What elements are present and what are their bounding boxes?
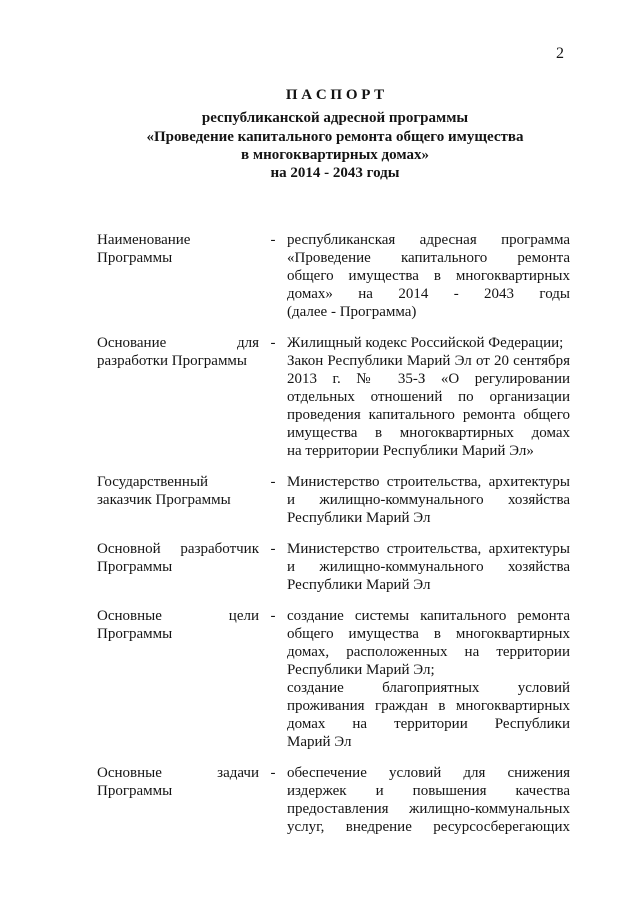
row-value: [287, 607, 570, 751]
row-value: [287, 231, 570, 321]
page-number: 2: [556, 45, 564, 62]
value-line: обеспечение условий для снижения: [287, 765, 570, 781]
value-line: предоставления жилищно-коммунальных: [287, 801, 570, 817]
subtitle-line: в многоквартирных домах»: [241, 147, 429, 163]
label-line: заказчик Программы: [97, 492, 231, 508]
value-line: Министерство строительства, архитектуры: [287, 474, 570, 490]
row-dash: -: [270, 232, 276, 248]
value-line: Жилищный кодекс Российской Федерации;: [287, 335, 564, 351]
value-line: отдельных отношений по организации: [287, 389, 570, 405]
row-value: [287, 764, 570, 836]
value-line: проживания граждан в многоквартирных: [287, 698, 570, 714]
row-label: [97, 540, 259, 576]
label-line: Основные задачи: [97, 765, 259, 781]
value-line: издержек и повышения качества: [287, 783, 570, 799]
label-line: Программы: [97, 250, 173, 266]
value-line: домах» на 2014 - 2043 годы: [287, 286, 570, 302]
row-dash: -: [270, 474, 276, 490]
value-line: «Проведение капитального ремонта: [287, 250, 570, 266]
value-line: Марий Эл: [287, 734, 352, 750]
label-line: Основание для: [97, 335, 259, 351]
value-line: домах на территории Республики: [287, 716, 570, 732]
subtitle-line: «Проведение капитального ремонта общего имущества: [146, 129, 524, 145]
row-label: [97, 607, 259, 643]
value-line: имущества в многоквартирных домах: [287, 425, 570, 441]
row-label: [97, 473, 259, 509]
row-value: [287, 540, 570, 594]
label-line: Программы: [97, 783, 173, 799]
value-line: на территории Республики Марий Эл»: [287, 443, 534, 459]
subtitle-line: на 2014 - 2043 годы: [270, 165, 400, 181]
row-label: [97, 764, 259, 800]
row-dash: -: [270, 765, 276, 781]
label-line: Наименование: [97, 232, 191, 248]
row-dash: -: [270, 608, 276, 624]
value-line: общего имущества в многоквартирных: [287, 268, 570, 284]
label-line: Программы: [97, 559, 173, 575]
value-line: проведения капитального ремонта общего: [287, 407, 570, 423]
subtitle-line: республиканской адресной программы: [201, 110, 469, 126]
label-line: разработки Программы: [97, 353, 247, 369]
row-value: [287, 473, 570, 527]
value-line: создание системы капитального ремонта: [287, 608, 570, 624]
row-dash: -: [270, 335, 276, 351]
row-dash: -: [270, 541, 276, 557]
value-line: Республики Марий Эл;: [287, 662, 435, 678]
value-line: Закон Республики Марий Эл от 20 сентября: [287, 353, 570, 369]
value-line: Министерство строительства, архитектуры: [287, 541, 570, 557]
value-line: Республики Марий Эл: [287, 577, 431, 593]
row-value: [287, 334, 570, 460]
label-line: Основные цели: [97, 608, 259, 624]
row-label: [97, 231, 259, 267]
value-line: создание благоприятных условий: [287, 680, 570, 696]
value-line: (далее - Программа): [287, 304, 417, 320]
document-title: П А С П О Р Т: [285, 87, 385, 103]
label-line: Государственный: [97, 474, 209, 490]
value-line: услуг, внедрение ресурсосберегающих: [287, 819, 570, 835]
value-line: Республики Марий Эл: [287, 510, 431, 526]
label-line: Программы: [97, 626, 173, 642]
row-label: [97, 334, 259, 370]
label-line: Основной разработчик: [97, 541, 259, 557]
value-line: домах, расположенных на территории: [287, 644, 570, 660]
value-line: республиканская адресная программа: [287, 232, 570, 248]
value-line: и жилищно-коммунального хозяйства: [287, 492, 570, 508]
value-line: и жилищно-коммунального хозяйства: [287, 559, 570, 575]
value-line: 2013 г. № 35-З «О регулировании: [287, 371, 570, 387]
value-line: общего имущества в многоквартирных: [287, 626, 570, 642]
